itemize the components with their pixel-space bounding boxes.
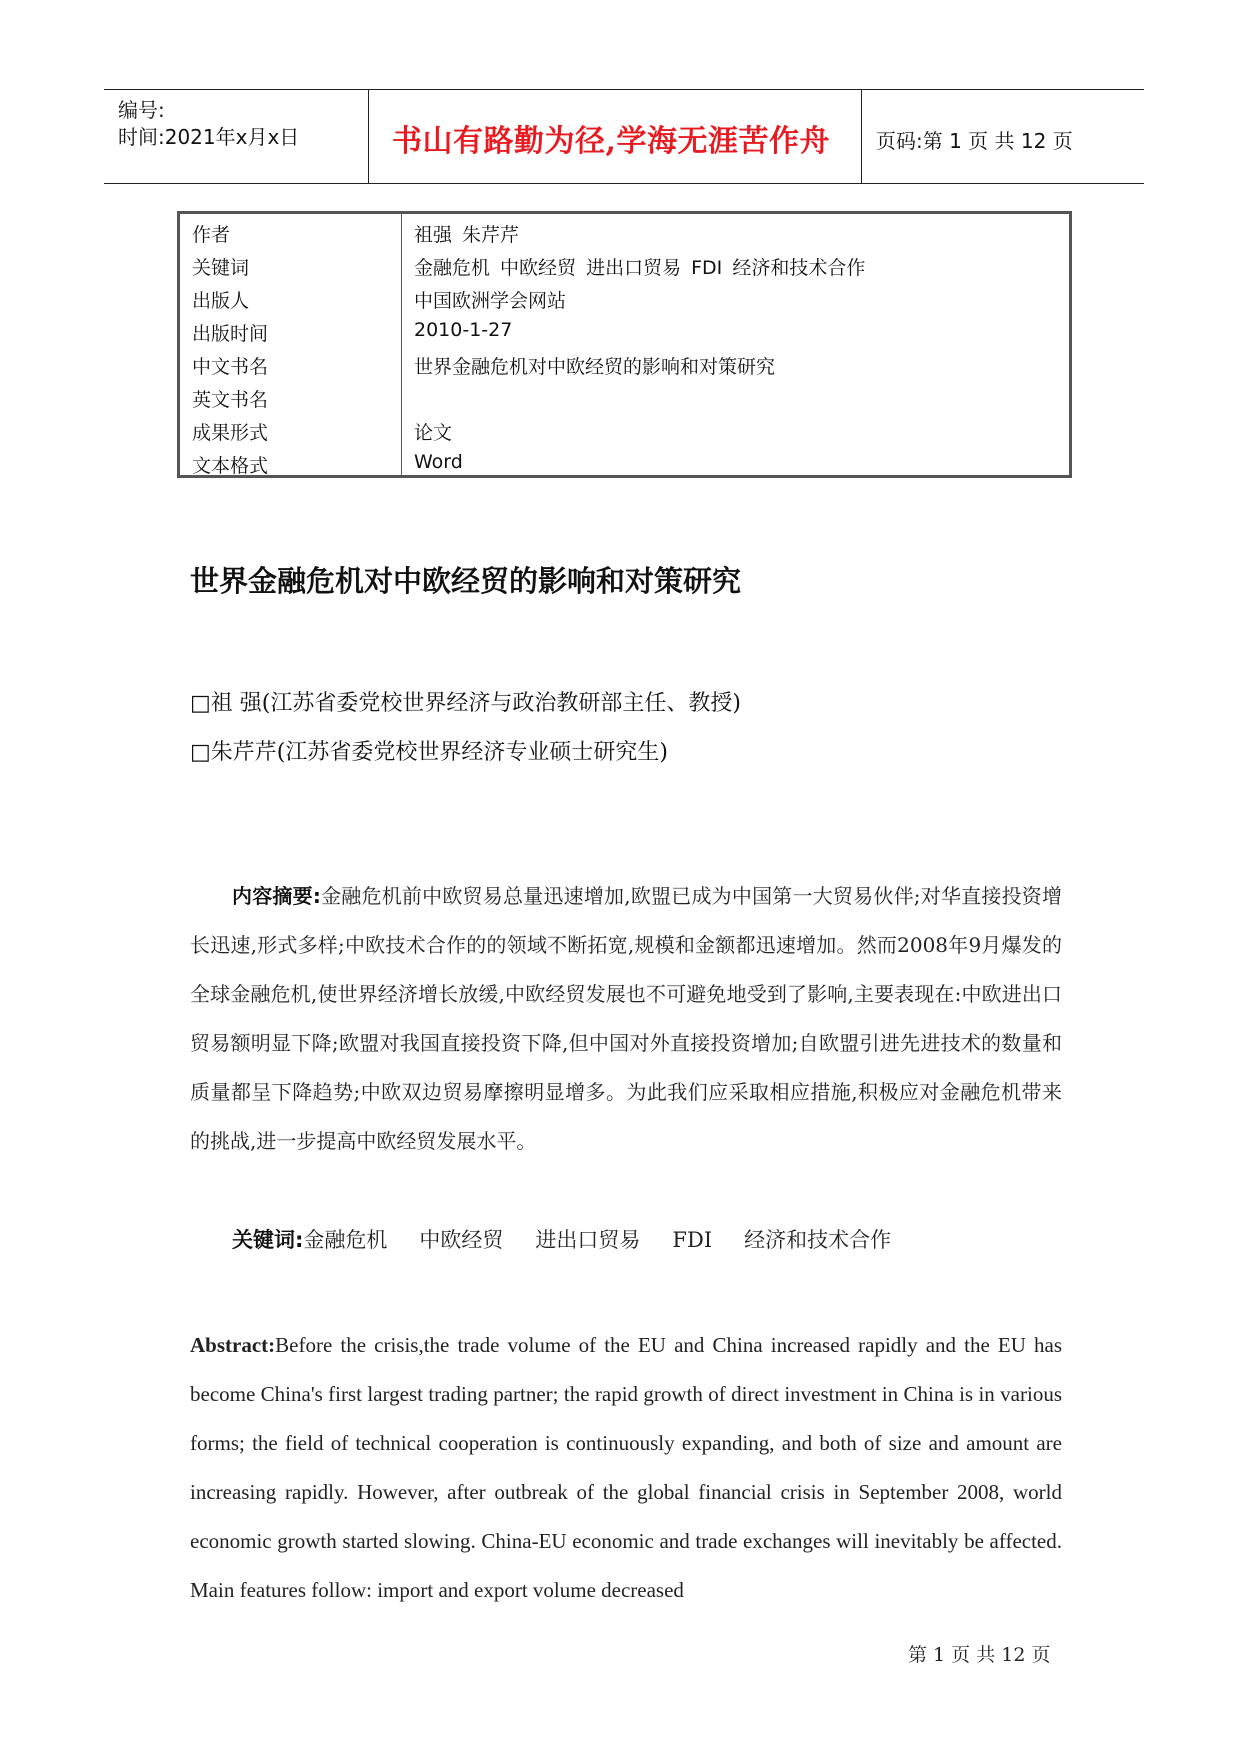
metadata-row-publish-date bbox=[180, 313, 1069, 346]
metadata-label: 英文书名 bbox=[192, 389, 269, 411]
metadata-value: 金融危机 中欧经贸 进出口贸易 FDI 经济和技术合作 bbox=[414, 257, 866, 279]
metadata-label: 关键词 bbox=[192, 257, 250, 279]
metadata-label: 文本格式 bbox=[192, 455, 269, 477]
header-divider-right bbox=[861, 89, 862, 183]
metadata-value: 世界金融危机对中欧经贸的影响和对策研究 bbox=[414, 356, 776, 378]
metadata-label: 作者 bbox=[192, 224, 231, 246]
page-footer: 第 1 页 共 12 页 bbox=[908, 1644, 1051, 1666]
keyword: 经济和技术合作 bbox=[744, 1228, 892, 1252]
metadata-value: 2010-1-27 bbox=[414, 319, 513, 341]
article-title: 世界金融危机对中欧经贸的影响和对策研究 bbox=[190, 564, 742, 598]
author-line: □朱芹芹(江苏省委党校世界经济专业硕士研究生) bbox=[190, 740, 668, 765]
metadata-value: 中国欧洲学会网站 bbox=[414, 290, 567, 312]
header-motto: 书山有路勤为径,学海无涯苦作舟 bbox=[392, 124, 830, 159]
keyword: FDI bbox=[672, 1228, 713, 1252]
header-bottom-rule bbox=[104, 183, 1144, 184]
abstract-label: 内容摘要: bbox=[232, 884, 321, 908]
metadata-row-publisher bbox=[180, 280, 1069, 313]
metadata-label: 中文书名 bbox=[192, 356, 269, 378]
metadata-label: 出版时间 bbox=[192, 323, 269, 345]
keywords-label: 关键词: bbox=[232, 1228, 304, 1252]
header-number-label: 编号: bbox=[118, 98, 165, 122]
metadata-value: 祖强 朱芹芹 bbox=[414, 224, 520, 246]
header-time-label: 时间:2021年x月x日 bbox=[118, 125, 300, 149]
metadata-row-cn-title bbox=[180, 346, 1069, 379]
keyword: 金融危机 bbox=[303, 1228, 388, 1252]
keywords-line bbox=[232, 1224, 923, 1254]
english-abstract-label: Abstract: bbox=[190, 1333, 276, 1357]
keyword: 进出口贸易 bbox=[535, 1228, 641, 1252]
header-divider-left bbox=[368, 89, 369, 183]
metadata-value: Word bbox=[414, 451, 463, 473]
metadata-table bbox=[177, 211, 1072, 478]
abstract-paragraph bbox=[190, 872, 1062, 1166]
keyword: 中欧经贸 bbox=[419, 1228, 504, 1252]
header-page-info: 页码:第 1 页 共 12 页 bbox=[876, 129, 1073, 153]
author-line: □祖 强(江苏省委党校世界经济与政治教研部主任、教授) bbox=[190, 691, 741, 716]
metadata-row-text-format bbox=[180, 445, 1069, 478]
metadata-row-format bbox=[180, 412, 1069, 445]
metadata-row-en-title bbox=[180, 379, 1069, 412]
english-abstract-text: Before the crisis,the trade volume of the EU and China increased rapidly and the EU has become China's first largest trading partner; the rapid growth of direct investment in China is in various forms; the field of technical cooperation is continuously expanding, and both of size and amount are increasing rapidly. However, after outbreak of the global financial crisis in September 2008, world economic growth started slowing. China-EU economic and trade exchanges will inevitably be affected. Main features follow: import and export volume decreased bbox=[190, 1333, 1062, 1602]
metadata-value: 论文 bbox=[414, 422, 453, 444]
abstract-text: 金融危机前中欧贸易总量迅速增加,欧盟已成为中国第一大贸易伙伴;对华直接投资增长迅速,形式多样;中欧技术合作的的领域不断拓宽,规模和金额都迅速增加。然而2008年9月爆发的全球金融危机,使世界经济增长放缓,中欧经贸发展也不可避免地受到了影响,主要表现在:中欧进出口贸易额明显下降;欧盟对我国直接投资下降,但中国对外直接投资增加;自欧盟引进先进技术的数量和质量都呈下降趋势;中欧双边贸易摩擦明显增多。为此我们应采取相应措施,积极应对金融危机带来的挑战,进一步提高中欧经贸发展水平。 bbox=[190, 884, 1062, 1153]
metadata-label: 成果形式 bbox=[192, 422, 269, 444]
english-abstract-paragraph bbox=[190, 1321, 1062, 1615]
metadata-label: 出版人 bbox=[192, 290, 250, 312]
metadata-row-keywords bbox=[180, 247, 1069, 280]
metadata-row-author bbox=[180, 214, 1069, 247]
header-top-rule bbox=[104, 89, 1144, 90]
